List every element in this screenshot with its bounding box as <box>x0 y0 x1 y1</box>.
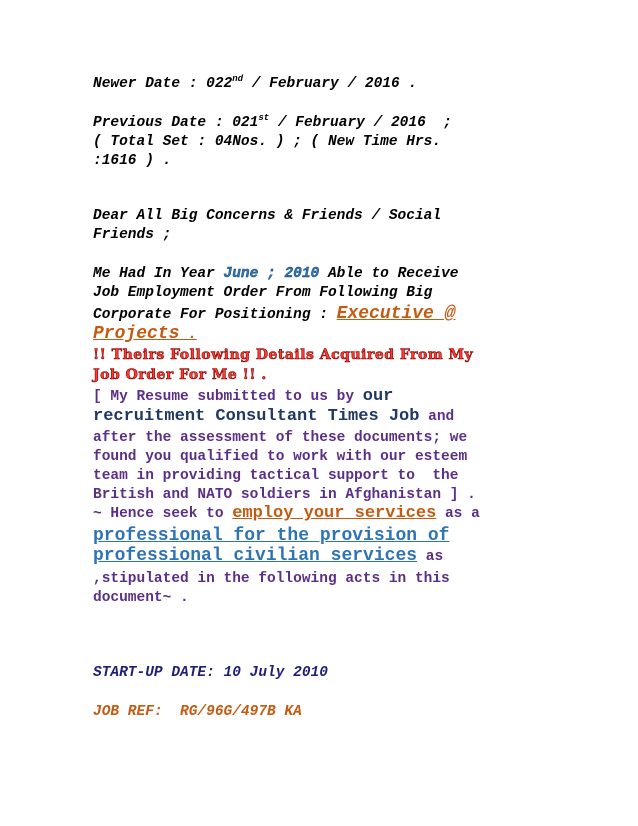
employ-services: employ your services <box>232 504 437 523</box>
body-line-10: ,stipulated in the following acts in this <box>93 571 450 587</box>
startup-date: START-UP DATE: 10 July 2010 <box>93 665 328 681</box>
newer-date: Newer Date : 022nd / February / 2016 . <box>93 74 418 92</box>
body-line-4: found you qualified to work with our esteem <box>93 449 468 465</box>
highlight-line-1: !! Theirs Following Details Acquired From My <box>93 347 474 363</box>
body-line-11: document~ . <box>93 590 189 606</box>
body-line-7: ~ Hence seek to employ your services as a <box>93 504 480 523</box>
position-title: Executive @ <box>336 304 456 324</box>
intro-line-3: Corporate For Positioning : Executive @ <box>93 304 456 324</box>
position-title-cont: Projects <box>93 324 180 344</box>
intro-line-1: Me Had In Year June ; 2010 Able to Receive <box>93 266 459 282</box>
previous-date: Previous Date : 021st / February / 2016 ; <box>93 113 452 131</box>
greeting-line-1: Dear All Big Concerns & Friends / Social <box>93 208 442 224</box>
body-line-3: after the assessment of these documents; we <box>93 430 468 446</box>
greeting-line-2: Friends ; <box>93 227 172 243</box>
body-line-5: team in providing tactical support to the <box>93 468 459 484</box>
total-set-line: ( Total Set : 04Nos. ) ; ( New Time Hrs. <box>93 134 442 150</box>
civilian-services: professional civilian services <box>93 546 418 566</box>
professional-provision: professional for the provision of <box>93 526 450 546</box>
body-line-8 <box>93 527 449 546</box>
body-line-9: professional civilian services as <box>93 546 444 566</box>
body-line-6: British and NATO soldiers in Afghanistan ] . <box>93 487 476 503</box>
year-highlight: June ; 2010 <box>223 266 320 282</box>
intro-line-4: Projects . <box>93 324 197 344</box>
body-line-2: recruitment Consultant Times Job and <box>93 407 455 426</box>
body-line-1: [ My Resume submitted to us by our <box>93 387 394 406</box>
intro-line-2: Job Employment Order From Following Big <box>93 285 433 301</box>
job-ref: JOB REF: RG/96G/497B KA <box>93 704 302 720</box>
highlight-line-2: Job Order For Me !! . <box>93 367 267 383</box>
time-hrs-line: :1616 ) . <box>93 153 172 169</box>
